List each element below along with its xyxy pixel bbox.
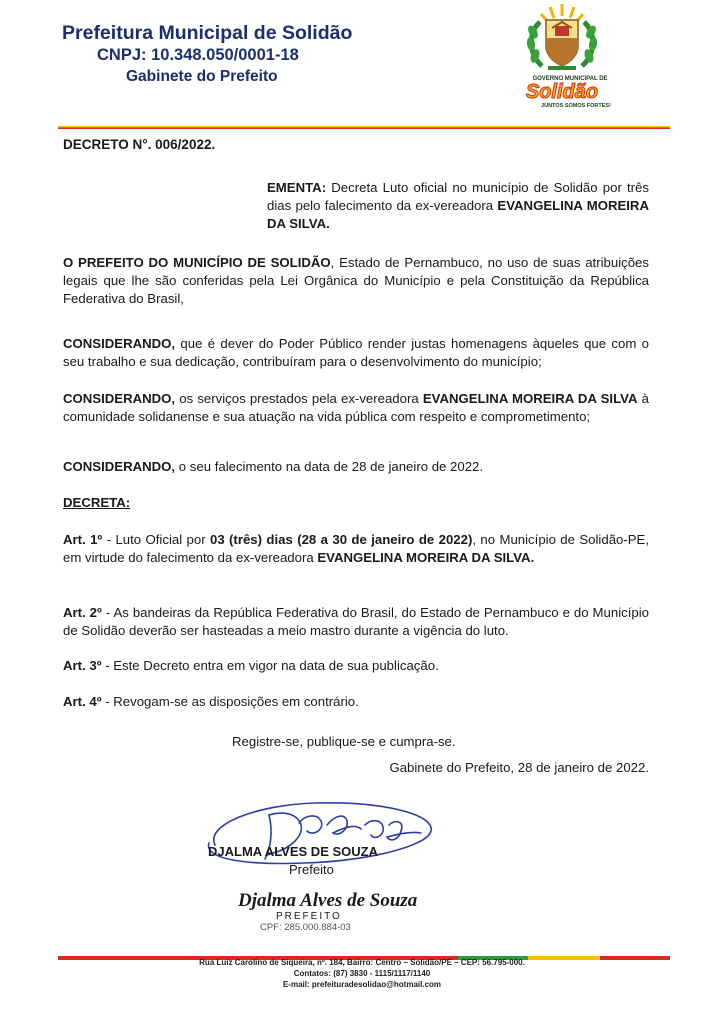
- ementa: [267, 179, 649, 233]
- article-3-label: Art. 3º: [63, 658, 102, 673]
- article-1-name: EVANGELINA MOREIRA DA SILVA.: [317, 550, 535, 565]
- footer-email: E-mail: prefeituradesolidao@hotmail.com: [282, 980, 442, 989]
- footer-address: Rua Luiz Carolino de Siqueira, nº. 184, Bairro: Centro – Solidão/PE – CEP: 56.795-000.: [199, 958, 525, 967]
- considerando-2-text-a: os serviços prestados pela ex-vereadora: [175, 391, 423, 406]
- article-1-label: Art. 1º: [63, 532, 103, 547]
- article-3: [63, 657, 649, 675]
- intro-text: , Estado de Pernambuco, no uso de suas atribuições legais que lhe são conferidas pela Lei Orgânica do Município e pela Constituição da República Federativa do Brasil,: [63, 255, 649, 306]
- place-date: Gabinete do Prefeito, 28 de janeiro de 2022.: [389, 760, 649, 775]
- considerando-1: [63, 335, 649, 371]
- article-1-period: 03 (três) dias (28 a 30 de janeiro de 2022): [209, 532, 473, 547]
- article-2: [63, 604, 649, 640]
- article-1: [63, 531, 649, 567]
- logo-top-text: GOVERNO MUNICIPAL DE: [532, 76, 608, 82]
- header-cnpj: CNPJ: 10.348.050/0001-18: [97, 46, 299, 64]
- article-4-label: Art. 4º: [63, 694, 102, 709]
- closing-formula: Registre-se, publique-se e cumpra-se.: [232, 734, 456, 749]
- ementa-text: Decreta Luto oficial no município de Solidão por três dias pelo falecimento da ex-vereadora: [267, 180, 649, 213]
- considerando-1-text: que é dever do Poder Público render justas homenagens àqueles que com o seu trabalho e sua dedicação, contribuíram para o desenvolvimento do município;: [63, 336, 649, 369]
- considerando-label: CONSIDERANDO,: [63, 336, 176, 351]
- signatory-name: DJALMA ALVES DE SOUZA: [208, 844, 378, 859]
- header-divider: [58, 116, 670, 119]
- stamp-role: PREFEITO: [276, 911, 342, 922]
- article-4: [63, 693, 649, 711]
- footer-contacts: Contatos: (87) 3830 - 1115/1117/1140: [293, 969, 431, 978]
- considerando-label: CONSIDERANDO,: [63, 391, 176, 406]
- intro-paragraph: [63, 254, 649, 308]
- ementa-name: EVANGELINA MOREIRA DA SILVA.: [267, 198, 649, 231]
- footer-divider: [58, 947, 670, 951]
- article-2-text: - As bandeiras da República Federativa do Brasil, do Estado de Pernambuco e do Município de Solidão deverão ser hasteadas a meio mastro durante a vigência do luto.: [63, 605, 649, 638]
- municipal-logo: [500, 2, 624, 114]
- stamp-name: Djalma Alves de Souza: [238, 890, 418, 911]
- considerando-3: [63, 458, 649, 476]
- header-office: Gabinete do Prefeito: [126, 68, 278, 85]
- decree-number: DECRETO N°. 006/2022.: [63, 137, 216, 152]
- decreta-heading: DECRETA:: [63, 495, 131, 510]
- considerando-2-text-b: à comunidade solidanense e sua atuação na vida pública com respeito e comprometimento;: [63, 391, 649, 424]
- stamp-cpf: CPF: 285.000.884-03: [260, 922, 351, 933]
- considerando-label: CONSIDERANDO,: [63, 459, 176, 474]
- ementa-label: EMENTA:: [267, 180, 327, 195]
- intro-bold: O PREFEITO DO MUNICÍPIO DE SOLIDÃO: [63, 255, 331, 270]
- article-1-text-a: - Luto Oficial por: [102, 532, 210, 547]
- article-2-label: Art. 2º: [63, 605, 102, 620]
- logo-slogan: JUNTOS SOMOS FORTES!: [541, 103, 611, 109]
- considerando-2: [63, 390, 649, 426]
- considerando-3-text: o seu falecimento na data de 28 de janeiro de 2022.: [175, 459, 484, 474]
- header-title: Prefeitura Municipal de Solidão: [62, 22, 353, 44]
- article-3-text: - Este Decreto entra em vigor na data de sua publicação.: [101, 658, 439, 673]
- article-4-text: - Revogam-se as disposições em contrário.: [101, 694, 359, 709]
- considerando-2-name: EVANGELINA MOREIRA DA SILVA: [422, 391, 638, 406]
- signatory-role: Prefeito: [289, 862, 334, 877]
- logo-name: Solidão: [525, 81, 599, 103]
- article-1-text-b: , no Município de Solidão-PE, em virtude do falecimento da ex-vereadora: [63, 532, 650, 565]
